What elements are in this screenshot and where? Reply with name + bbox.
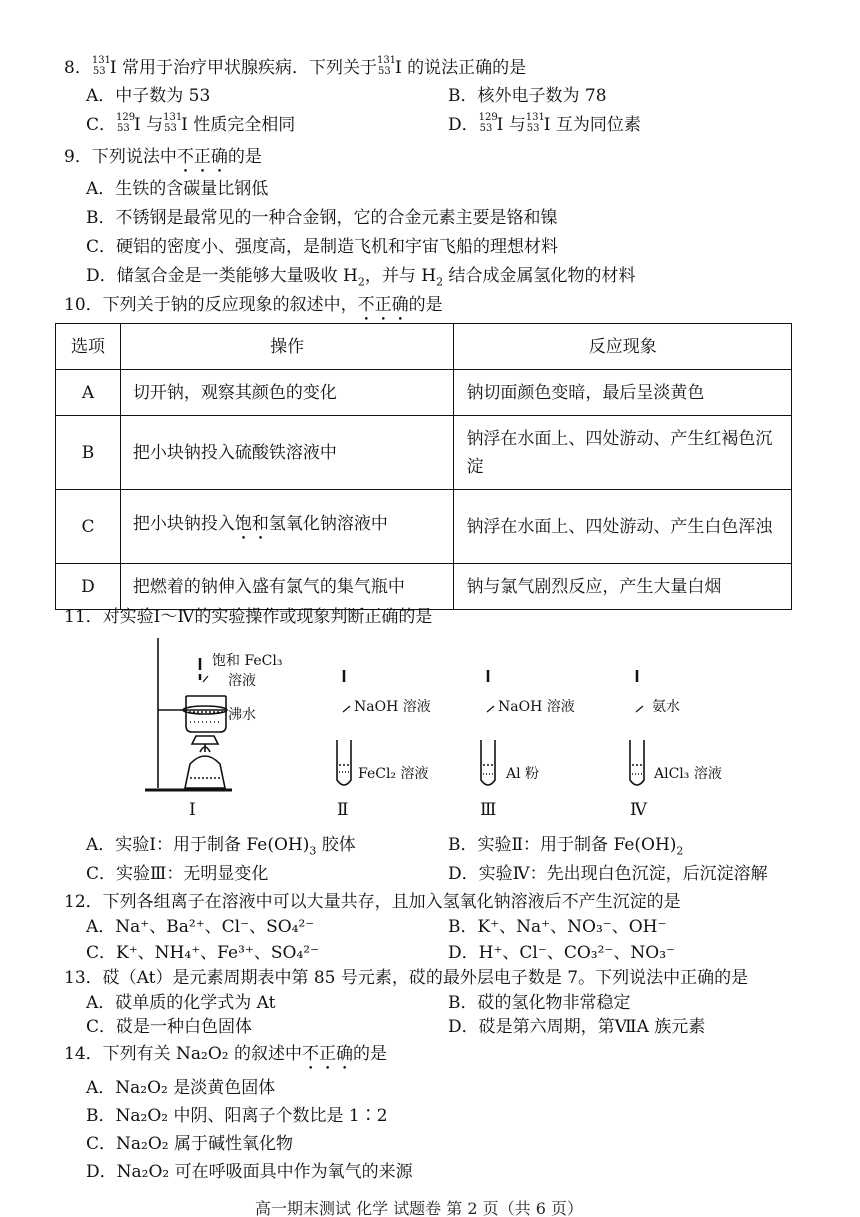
label-experiment-iv: Ⅳ bbox=[630, 800, 647, 820]
q9-option-d: D．储氢合金是一类能够大量吸收 $H_2$，并与 $H_2$ 结合成金属氢化物的材料 bbox=[86, 266, 636, 289]
question-10-stem: 10．下列关于钠的反应现象的叙述中，不正确的是 bbox=[64, 295, 443, 315]
q14-option-a: A．Na₂O₂ 是淡黄色固体 bbox=[86, 1078, 276, 1098]
q12-option-a: A．Na⁺、Ba²⁺、Cl⁻、SO₄²⁻ bbox=[86, 917, 315, 937]
question-13-stem: 13．砹（At）是元素周期表中第 85 号元素，砹的最外层电子数是 7。下列说法中正确的是 bbox=[64, 968, 749, 988]
q8-option-b: B．核外电子数为 78 bbox=[448, 86, 607, 106]
question-12-stem: 12．下列各组离子在溶液中可以大量共存，且加入氢氧化钠溶液后不产生沉淀的是 bbox=[64, 892, 681, 912]
label-naoh-ii: NaOH 溶液 bbox=[354, 699, 431, 715]
table-row: C 把小块钠投入饱和氢氧化钠溶液中 钠浮在水面上、四处游动、产生白色浑浊 bbox=[56, 490, 792, 564]
q8-option-a: A．中子数为 53 bbox=[86, 86, 211, 106]
label-experiment-ii: Ⅱ bbox=[337, 800, 349, 820]
label-boiling-water: 沸水 bbox=[228, 707, 256, 723]
q11-option-b: B．实验Ⅱ：用于制备 $Fe(OH)_2$ bbox=[448, 835, 684, 858]
label-alcl3: AlCl₃ 溶液 bbox=[654, 766, 722, 782]
table-row: D 把燃着的钠伸入盛有氯气的集气瓶中 钠与氯气剧烈反应，产生大量白烟 bbox=[56, 564, 792, 610]
label-naoh-iii: NaOH 溶液 bbox=[498, 699, 575, 715]
q13-option-b: B．砹的氢化物非常稳定 bbox=[448, 993, 631, 1013]
q14-option-d: D．Na₂O₂ 可在呼吸面具中作为氧气的来源 bbox=[86, 1162, 413, 1182]
label-experiment-iii: Ⅲ bbox=[480, 800, 497, 820]
label-fecl3-saturated: 饱和 FeCl₃ bbox=[212, 653, 283, 669]
label-fecl2: FeCl₂ 溶液 bbox=[358, 766, 429, 782]
page-footer: 高一期末测试 化学 试题卷 第 2 页（共 6 页） bbox=[255, 1199, 583, 1217]
q14-option-b: B．Na₂O₂ 中阴、阳离子个数比是 1∶2 bbox=[86, 1106, 388, 1126]
q13-option-d: D．砹是第六周期，第ⅦA 族元素 bbox=[448, 1017, 706, 1037]
isotope-i131: 131 53 bbox=[91, 55, 111, 77]
q8-option-c: C． 129 53 I 与 131 53 I 性质完全相同 bbox=[86, 112, 296, 135]
reaction-table bbox=[55, 323, 792, 610]
q8-option-d: D． 129 53 I 与 131 53 I 互为同位素 bbox=[448, 112, 641, 135]
table-row: A 切开钠，观察其颜色的变化 钠切面颜色变暗，最后呈淡黄色 bbox=[56, 370, 792, 416]
label-solution: 溶液 bbox=[228, 673, 256, 689]
header-operation: 操作 bbox=[120, 324, 454, 370]
q12-option-d: D．H⁺、Cl⁻、CO₃²⁻、NO₃⁻ bbox=[448, 943, 675, 963]
experiment-figure bbox=[0, 630, 860, 830]
q12-option-b: B．K⁺、Na⁺、NO₃⁻、OH⁻ bbox=[448, 917, 667, 937]
question-11-stem: 11．对实验Ⅰ～Ⅳ的实验操作或现象判断正确的是 bbox=[64, 607, 433, 627]
q9-option-c: C．硬铝的密度小、强度高，是制造飞机和宇宙飞船的理想材料 bbox=[86, 237, 559, 257]
table-header-row bbox=[56, 324, 792, 370]
question-9-stem: 9．下列说法中不正确的是 bbox=[64, 147, 262, 167]
q11-option-d: D．实验Ⅳ：先出现白色沉淀，后沉淀溶解 bbox=[448, 864, 768, 884]
q13-option-c: C．砹是一种白色固体 bbox=[86, 1017, 253, 1037]
question-14-stem: 14．下列有关 Na₂O₂ 的叙述中不正确的是 bbox=[64, 1044, 388, 1064]
label-experiment-i: Ⅰ bbox=[189, 800, 196, 820]
question-8-stem: 8． 131 53 I 常用于治疗甲状腺疾病．下列关于 131 53 I 的说法正确的是 bbox=[64, 55, 527, 78]
table-row: B 把小块钠投入硫酸铁溶液中 钠浮在水面上、四处游动、产生红褐色沉淀 bbox=[56, 416, 792, 490]
header-phenomenon: 反应现象 bbox=[454, 324, 792, 370]
q13-option-a: A．砹单质的化学式为 At bbox=[86, 993, 276, 1013]
q9-option-b: B．不锈钢是最常见的一种合金钢，它的合金元素主要是铬和镍 bbox=[86, 208, 558, 228]
q9-option-a: A．生铁的含碳量比钢低 bbox=[86, 179, 269, 199]
q11-option-c: C．实验Ⅲ：无明显变化 bbox=[86, 864, 269, 884]
q14-option-c: C．Na₂O₂ 属于碱性氧化物 bbox=[86, 1134, 293, 1154]
test-tube-ii bbox=[337, 670, 351, 785]
q12-option-c: C．K⁺、NH₄⁺、Fe³⁺、SO₄²⁻ bbox=[86, 943, 320, 963]
q11-option-a: A．实验Ⅰ：用于制备 $Fe(OH)_3$ 胶体 bbox=[86, 835, 356, 858]
header-option: 选项 bbox=[56, 324, 121, 370]
test-tube-iii bbox=[481, 670, 495, 785]
label-al-powder: Al 粉 bbox=[506, 766, 540, 782]
label-ammonia: 氨水 bbox=[652, 699, 680, 715]
isotope-i131: 131 53 bbox=[376, 55, 397, 77]
test-tube-iv bbox=[630, 670, 644, 785]
